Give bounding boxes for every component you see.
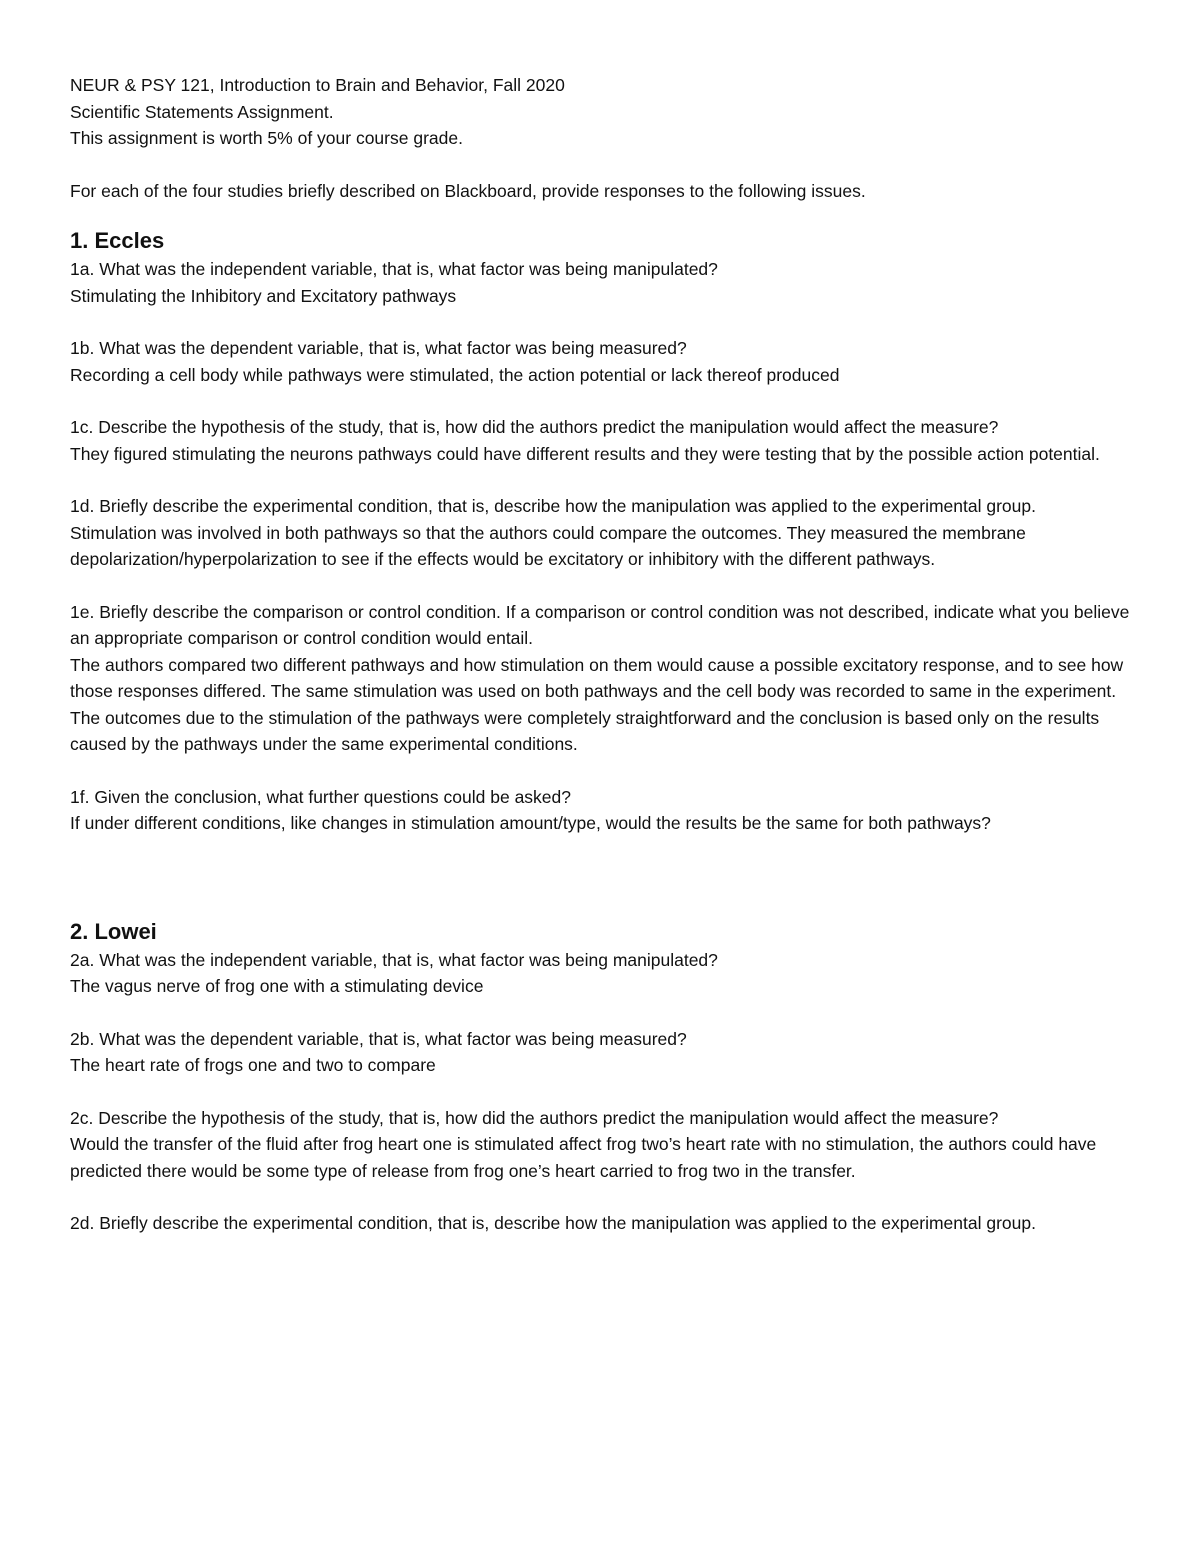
question-1b: 1b. What was the dependent variable, that is, what factor was being measured? <box>70 338 687 358</box>
document-page <box>70 72 1145 1237</box>
spacer <box>70 309 1145 335</box>
answer-1a: Stimulating the Inhibitory and Excitatory pathways <box>70 285 457 306</box>
question-2d: 2d. Briefly describe the experimental condition, that is, describe how the manipulation was applied to the experimental group. <box>70 1213 1036 1233</box>
course-title: NEUR & PSY 121, Introduction to Brain and Behavior, Fall 2020 <box>70 75 565 95</box>
spacer <box>70 152 1145 178</box>
section-lowei <box>70 917 1145 1237</box>
answer-1b: Recording a cell body while pathways were stimulated, the action potential or lack thereof produced <box>70 364 840 385</box>
spacer <box>70 758 1145 784</box>
spacer <box>70 1000 1145 1026</box>
question-2a: 2a. What was the independent variable, that is, what factor was being manipulated? <box>70 949 718 970</box>
spacer <box>70 573 1145 599</box>
section-eccles <box>70 226 1145 837</box>
spacer <box>70 388 1145 414</box>
spacer <box>70 837 1145 915</box>
section-heading: 2. Lowei <box>70 918 157 944</box>
question-1d: 1d. Briefly describe the experimental condition, that is, describe how the manipulation was applied to the experimental group. <box>70 496 1036 516</box>
answer-1c: They figured stimulating the neurons pathways could have different results and they were testing that by the possible action potential. <box>70 443 1100 464</box>
question-2b: 2b. What was the dependent variable, that is, what factor was being measured? <box>70 1028 687 1049</box>
spacer <box>70 1079 1145 1105</box>
assignment-title: Scientific Statements Assignment. <box>70 101 334 122</box>
spacer <box>70 1184 1145 1210</box>
answer-1f: If under different conditions, like changes in stimulation amount/type, would the results be the same for both pathways? <box>70 813 991 833</box>
answer-1e: The authors compared two different pathways and how stimulation on them would cause a possible excitatory response, and to see how those responses differed. The same stimulation was used on both pathways and the cell body was recorded to same in the experiment. The outcomes due to the stimulation of the pathways were completely straightforward and the conclusion is based only on the results caused by the pathways under the same experimental conditions. <box>70 654 1124 754</box>
answer-2a: The vagus nerve of frog one with a stimulating device <box>70 976 484 996</box>
question-1f: 1f. Given the conclusion, what further questions could be asked? <box>70 786 571 807</box>
question-1e: 1e. Briefly describe the comparison or control condition. If a comparison or control condition was not described, indicate what you believe an appropriate comparison or control condition would entail. <box>70 601 1130 648</box>
question-1a: 1a. What was the independent variable, that is, what factor was being manipulated? <box>70 259 718 279</box>
answer-1d: Stimulation was involved in both pathways so that the authors could compare the outcomes. They measured the membrane depolarization/hyperpolarization to see if the effects would be excitatory or inhibitory with the different pathways. <box>70 522 1026 569</box>
answer-2c: Would the transfer of the fluid after frog heart one is stimulated affect frog two’s heart rate with no stimulation, the authors could have predicted there would be some type of release from frog one’s heart carried to frog two in the transfer. <box>70 1134 1097 1181</box>
answer-2b: The heart rate of frogs one and two to compare <box>70 1055 436 1075</box>
question-1c: 1c. Describe the hypothesis of the study, that is, how did the authors predict the manipulation would affect the measure? <box>70 417 999 437</box>
assignment-worth: This assignment is worth 5% of your course grade. <box>70 128 463 148</box>
section-heading: 1. Eccles <box>70 228 165 253</box>
question-2c: 2c. Describe the hypothesis of the study, that is, how did the authors predict the manipulation would affect the measure? <box>70 1107 999 1128</box>
spacer <box>70 204 1145 224</box>
spacer <box>70 467 1145 493</box>
instructions: For each of the four studies briefly described on Blackboard, provide responses to the following issues. <box>70 180 866 201</box>
